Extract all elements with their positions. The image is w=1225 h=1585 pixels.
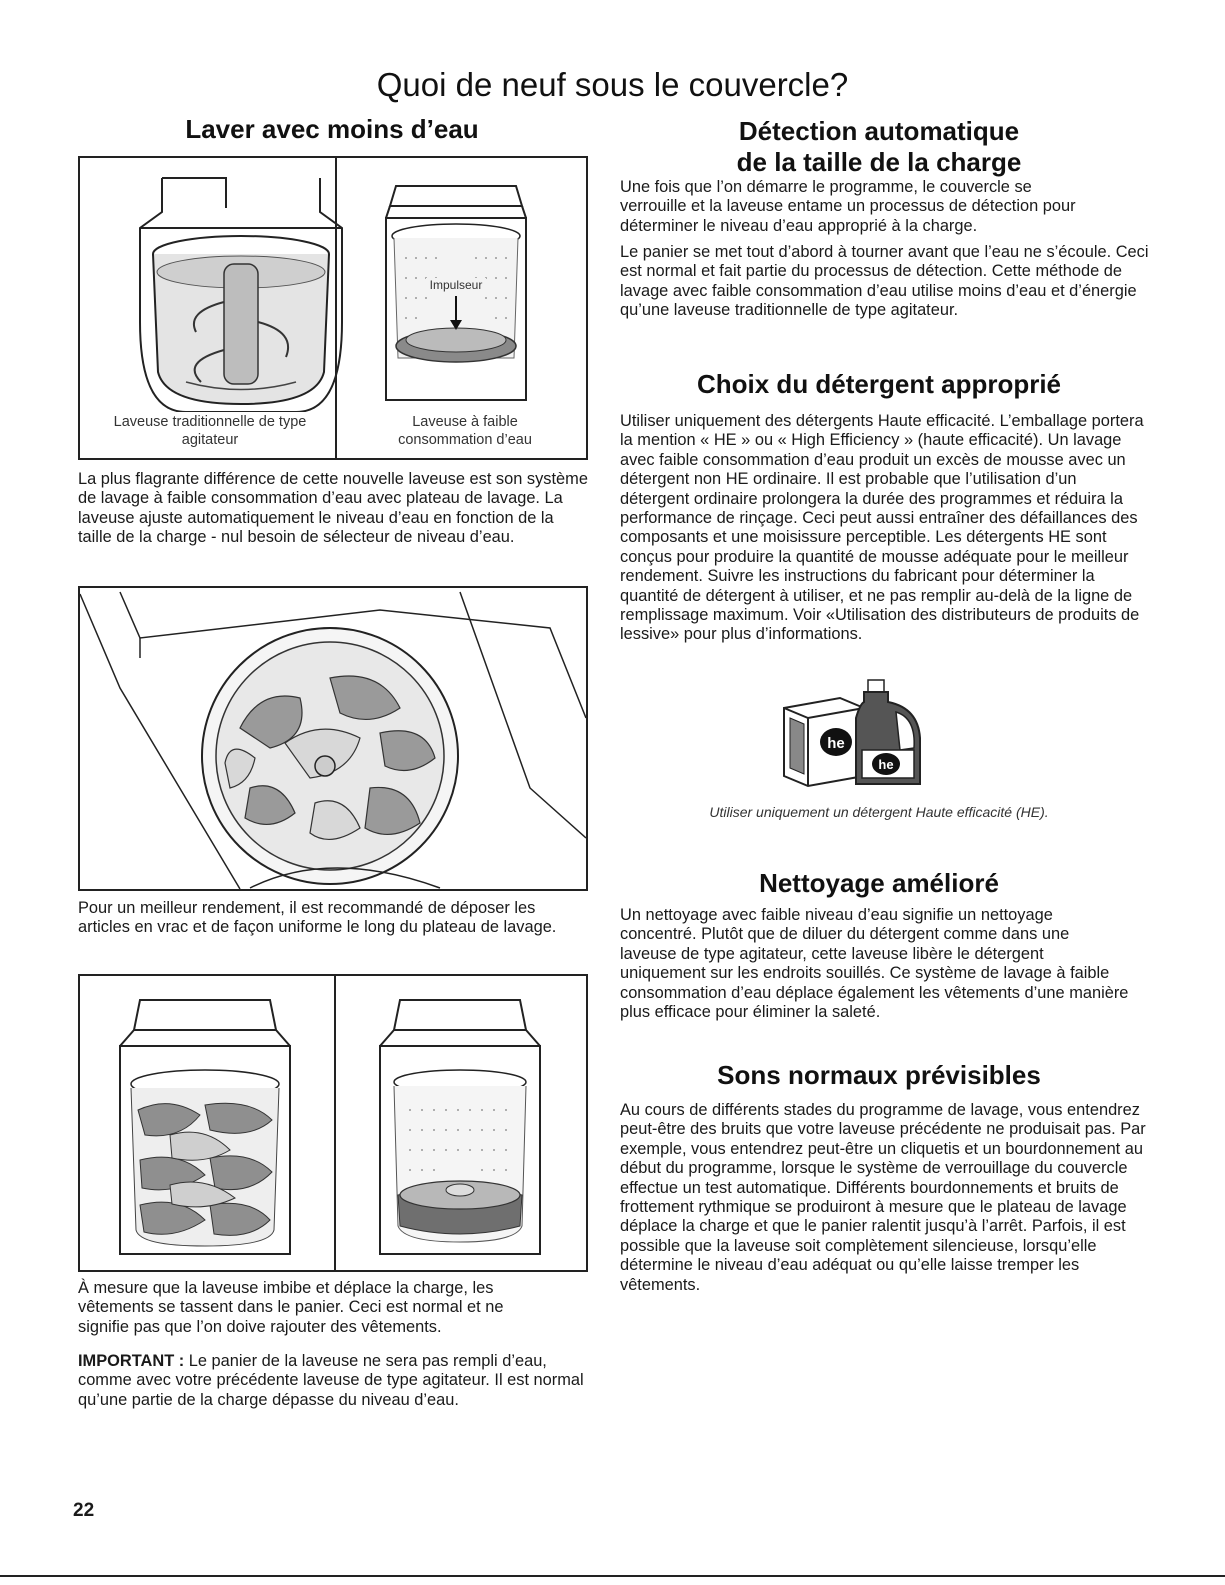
impeller-label: Impulseur <box>426 278 486 292</box>
low-water-washer-illustration <box>376 178 536 408</box>
box-he-logo: he <box>827 735 845 752</box>
figure-divider-2 <box>334 976 336 1270</box>
he-detergent-illustration <box>780 678 930 788</box>
figure-basket-load <box>78 974 588 1272</box>
caption-low-water-washer: Laveuse à faible consommation d’eau <box>398 414 532 448</box>
basket-wet-clothes-illustration <box>370 990 550 1260</box>
footer-rule <box>0 1575 1225 1577</box>
heading-auto-load-sensing <box>612 116 1146 178</box>
page-number: 22 <box>73 1500 95 1521</box>
paragraph-normal-sounds: Au cours de différents stades du programme de lavage, vous entendrez peut-être des bruits que votre laveuse précédente ne produisait pas. Par exemple, vous entendrez peut-être un cliquetis et un bourdonnement au début du programme, lorsque le système de verrouillage du couvercle effectue un test automatique. Différents bourdonnements et bruits de frottement rythmique se produiront à mesure que le plateau de lavage déplace la charge et que le panier ralentit jusqu’à l’arrêt. Parfois, il est possible que la laveuse soit complètement silencieuse, lorsqu’elle détermine le niveau d’eau adéquat ou qu’elle laisse tremper les vêtements. <box>620 1101 1146 1294</box>
paragraph-important <box>78 1352 590 1410</box>
agitator-washer-illustration <box>126 172 356 412</box>
page-title: Quoi de neuf sous le couvercle? <box>376 66 849 103</box>
paragraph-detergent: Utiliser uniquement des détergents Haute efficacité. L’emballage portera la mention « HE » ou « High Efficiency » (haute efficacité). Un lavage avec faible consommation d’eau produit un excès de mousse avec un détergent non HE ordinaire. Il est probable que l’utilisation d’un détergent ordinaire prolongera la durée des programmes et réduira la performance de rinçage. Ceci peut aussi entraîner des défaillances des composants et une moisissure perceptible. Les détergents HE sont conçus pour produire la quantité de mousse adéquate pour le meilleur rendement. Suivre les instructions du fabricant pour déterminer la quantité de détergent à utiliser, et ne pas remplir au-delà de la ligne de remplissage maximum. Voir «Utilisation des distributeurs de produits de lessive» pour plus d’informations. <box>620 412 1144 644</box>
important-text: Le panier de la laveuse ne sera pas rempli d’eau, comme avec votre précédente laveuse de type agitateur. Il est normal qu’une partie de la charge dépasse du niveau d’eau. <box>78 1352 584 1409</box>
paragraph-improved-cleaning: Un nettoyage avec faible niveau d’eau signifie un nettoyage concentré. Plutôt que de diluer du détergent comme dans une laveuse de type agitateur, cette laveuse libère le détergent uniquement sur les endroits souillés. Ce système de lavage à faible consommation d’eau déplace également les vêtements d’une manière plus efficace pour éliminer la saleté. <box>620 906 1129 1022</box>
basket-top-view-illustration <box>80 588 586 889</box>
paragraph-low-water-system: La plus flagrante différence de cette nouvelle laveuse est son système de lavage à faible consommation d’eau avec plateau de lavage. La laveuse ajuste automatiquement le niveau d’eau en fonction de la taille de la charge - nul besoin de sélecteur de niveau d’eau. <box>78 470 588 547</box>
heading-improved-cleaning: Nettoyage amélioré <box>759 868 999 898</box>
paragraph-load-placement: Pour un meilleur rendement, il est recommandé de déposer les articles en vrac et de façon uniforme le long du plateau de lavage. <box>78 899 557 937</box>
paragraph-load-sensing-2: Le panier se met tout d’abord à tourner avant que l’eau ne s’écoule. Ceci est normal et fait partie du processus de détection. Cette méthode de lavage avec faible consommation d’eau utilise moins d’eau et d’énergie qu’une laveuse traditionnelle de type agitateur. <box>620 243 1149 320</box>
paragraph-clothes-settle: À mesure que la laveuse imbibe et déplace la charge, les vêtements se tassent dans le panier. Ceci est normal et ne signifie pas que l’on doive rajouter des vêtements. <box>78 1279 504 1336</box>
heading-auto-load-sensing-line1: Détection automatique <box>738 116 1020 146</box>
heading-normal-sounds: Sons normaux prévisibles <box>717 1060 1041 1090</box>
paragraph-load-sensing-1: Une fois que l’on démarre le programme, le couvercle se verrouille et la laveuse entame un processus de détection pour déterminer le niveau d’eau approprié à la charge. <box>620 178 1076 235</box>
caption-he-detergent: Utiliser uniquement un détergent Haute efficacité (HE). <box>709 804 1049 820</box>
heading-less-water: Laver avec moins d’eau <box>185 114 479 144</box>
heading-detergent-choice: Choix du détergent approprié <box>696 369 1062 399</box>
important-label: IMPORTANT : <box>78 1352 185 1370</box>
figure-load-placement <box>78 586 588 891</box>
bottle-he-logo: he <box>878 757 894 772</box>
figure-washer-comparison <box>78 156 588 460</box>
basket-clothes-illustration <box>110 990 300 1260</box>
heading-auto-load-sensing-line2: de la taille de la charge <box>736 147 1022 177</box>
caption-agitator-washer: Laveuse traditionnelle de type agitateur <box>113 414 307 448</box>
